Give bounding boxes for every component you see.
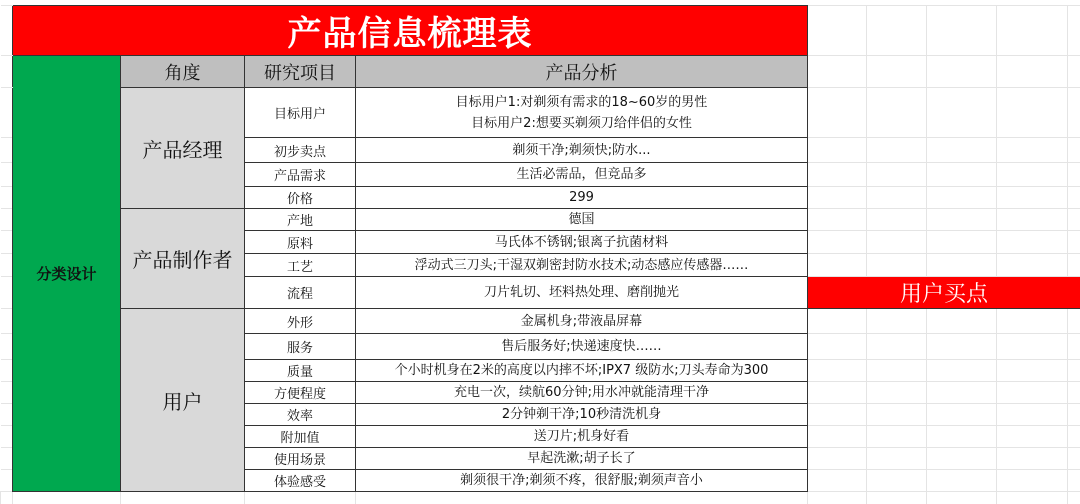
analysis-cell[interactable] bbox=[356, 426, 808, 448]
analysis-cell[interactable] bbox=[356, 470, 808, 492]
research-item-cell[interactable]: 附加值 bbox=[245, 426, 356, 448]
empty-cell[interactable] bbox=[13, 492, 121, 504]
empty-cell[interactable] bbox=[867, 56, 927, 88]
empty-cell[interactable] bbox=[867, 492, 927, 504]
empty-cell[interactable] bbox=[808, 231, 867, 254]
empty-cell[interactable] bbox=[867, 309, 927, 334]
gutter-cell[interactable] bbox=[1, 309, 13, 334]
empty-cell[interactable] bbox=[927, 56, 997, 88]
gutter-cell[interactable] bbox=[1, 138, 13, 163]
empty-cell[interactable] bbox=[808, 334, 867, 360]
empty-cell[interactable] bbox=[245, 492, 356, 504]
analysis-line: 剃须很干净;剃须不疼，很舒服;剃须声音小 bbox=[356, 470, 807, 491]
analysis-cell[interactable] bbox=[356, 360, 808, 382]
empty-cell[interactable] bbox=[927, 492, 997, 504]
header-angle[interactable]: 角度 bbox=[121, 56, 245, 88]
analysis-line: 个小时机身在2米的高度以内摔不坏;IPX7 级防水;刀头寿命为300 bbox=[356, 360, 807, 381]
empty-cell[interactable] bbox=[1068, 492, 1080, 504]
research-item-cell[interactable]: 体验感受 bbox=[245, 470, 356, 492]
analysis-cell[interactable] bbox=[356, 404, 808, 426]
product-info-sheet bbox=[0, 5, 1080, 504]
empty-cell[interactable] bbox=[927, 360, 997, 382]
empty-cell[interactable] bbox=[927, 382, 997, 404]
empty-cell[interactable] bbox=[808, 404, 867, 426]
empty-cell[interactable] bbox=[808, 382, 867, 404]
empty-cell[interactable] bbox=[808, 88, 867, 138]
research-item-cell[interactable]: 目标用户 bbox=[245, 88, 356, 138]
research-item-cell[interactable]: 原料 bbox=[245, 231, 356, 254]
empty-cell[interactable] bbox=[1068, 231, 1080, 254]
empty-cell[interactable] bbox=[997, 163, 1068, 187]
group-cell[interactable]: 用户 bbox=[121, 309, 245, 492]
empty-cell[interactable] bbox=[997, 334, 1068, 360]
gutter-cell[interactable] bbox=[1, 56, 13, 88]
empty-cell[interactable] bbox=[927, 163, 997, 187]
empty-cell[interactable] bbox=[1068, 382, 1080, 404]
gutter-cell[interactable] bbox=[1, 209, 13, 231]
empty-cell[interactable] bbox=[867, 209, 927, 231]
research-item-cell[interactable]: 价格 bbox=[245, 187, 356, 209]
analysis-line: 售后服务好;快递速度快…… bbox=[356, 336, 807, 357]
empty-cell[interactable] bbox=[867, 426, 927, 448]
empty-cell[interactable] bbox=[867, 163, 927, 187]
empty-cell[interactable] bbox=[808, 6, 867, 56]
analysis-cell[interactable] bbox=[356, 448, 808, 470]
research-item-cell[interactable]: 产地 bbox=[245, 209, 356, 231]
empty-cell[interactable] bbox=[1068, 187, 1080, 209]
header-analysis[interactable]: 产品分析 bbox=[356, 56, 808, 88]
research-item-cell[interactable]: 工艺 bbox=[245, 254, 356, 277]
empty-cell[interactable] bbox=[997, 360, 1068, 382]
empty-cell[interactable] bbox=[867, 334, 927, 360]
empty-cell[interactable] bbox=[808, 163, 867, 187]
analysis-line: 剃须干净;剃须快;防水... bbox=[356, 140, 807, 161]
empty-cell[interactable] bbox=[927, 404, 997, 426]
analysis-cell[interactable] bbox=[356, 277, 808, 309]
research-item-cell[interactable]: 产品需求 bbox=[245, 163, 356, 187]
gutter-cell[interactable] bbox=[1, 404, 13, 426]
empty-cell[interactable] bbox=[927, 209, 997, 231]
research-item-cell[interactable]: 流程 bbox=[245, 277, 356, 309]
analysis-line: 刀片轧切、坯料热处理、磨削抛光 bbox=[356, 282, 807, 303]
gutter-cell[interactable] bbox=[1, 426, 13, 448]
research-item-cell[interactable]: 服务 bbox=[245, 334, 356, 360]
empty-cell[interactable] bbox=[1, 492, 13, 504]
empty-cell[interactable] bbox=[808, 309, 867, 334]
table-row bbox=[1, 209, 1080, 231]
empty-cell[interactable] bbox=[997, 448, 1068, 470]
empty-cell[interactable] bbox=[927, 6, 997, 56]
gutter-cell[interactable] bbox=[1, 88, 13, 138]
empty-cell[interactable] bbox=[997, 6, 1068, 56]
empty-cell[interactable] bbox=[356, 492, 808, 504]
empty-cell[interactable] bbox=[997, 254, 1068, 277]
analysis-cell[interactable] bbox=[356, 187, 808, 209]
empty-cell[interactable] bbox=[1068, 470, 1080, 492]
empty-cell[interactable] bbox=[927, 88, 997, 138]
empty-cell[interactable] bbox=[1068, 138, 1080, 163]
analysis-cell[interactable] bbox=[356, 138, 808, 163]
gutter-cell[interactable] bbox=[1, 254, 13, 277]
empty-cell[interactable] bbox=[867, 448, 927, 470]
gutter-cell[interactable] bbox=[1, 163, 13, 187]
empty-cell[interactable] bbox=[997, 492, 1068, 504]
analysis-cell[interactable] bbox=[356, 88, 808, 138]
empty-cell[interactable] bbox=[927, 187, 997, 209]
empty-cell[interactable] bbox=[1068, 309, 1080, 334]
empty-cell[interactable] bbox=[867, 254, 927, 277]
empty-cell[interactable] bbox=[927, 254, 997, 277]
empty-cell[interactable] bbox=[1068, 426, 1080, 448]
empty-cell[interactable] bbox=[997, 309, 1068, 334]
empty-cell[interactable] bbox=[1068, 209, 1080, 231]
empty-cell[interactable] bbox=[1068, 448, 1080, 470]
category-cell[interactable]: 分类设计 bbox=[13, 56, 121, 492]
analysis-line: 早起洗漱;胡子长了 bbox=[356, 448, 807, 469]
empty-cell[interactable] bbox=[808, 56, 867, 88]
empty-cell[interactable] bbox=[808, 187, 867, 209]
analysis-line: 送刀片;机身好看 bbox=[356, 426, 807, 447]
research-item-cell[interactable]: 使用场景 bbox=[245, 448, 356, 470]
analysis-cell[interactable] bbox=[356, 382, 808, 404]
empty-cell[interactable] bbox=[997, 231, 1068, 254]
analysis-line: 目标用户2:想要买剃须刀给伴侣的女性 bbox=[356, 113, 807, 134]
empty-cell[interactable] bbox=[1068, 163, 1080, 187]
research-item-cell[interactable]: 初步卖点 bbox=[245, 138, 356, 163]
empty-cell[interactable] bbox=[808, 492, 867, 504]
empty-cell[interactable] bbox=[808, 254, 867, 277]
empty-cell[interactable] bbox=[997, 56, 1068, 88]
analysis-cell[interactable] bbox=[356, 231, 808, 254]
empty-cell[interactable] bbox=[927, 448, 997, 470]
analysis-line: 299 bbox=[356, 187, 807, 208]
gutter-cell[interactable] bbox=[1, 187, 13, 209]
empty-cell[interactable] bbox=[997, 404, 1068, 426]
analysis-cell[interactable] bbox=[356, 309, 808, 334]
research-item-cell[interactable]: 方便程度 bbox=[245, 382, 356, 404]
analysis-line: 目标用户1:对剃须有需求的18~60岁的男性 bbox=[356, 92, 807, 113]
empty-cell[interactable] bbox=[867, 88, 927, 138]
empty-cell[interactable] bbox=[1068, 254, 1080, 277]
empty-cell[interactable] bbox=[1068, 6, 1080, 56]
empty-cell[interactable] bbox=[997, 426, 1068, 448]
gutter-cell[interactable] bbox=[1, 231, 13, 254]
gutter-cell[interactable] bbox=[1, 360, 13, 382]
empty-cell[interactable] bbox=[997, 470, 1068, 492]
empty-cell[interactable] bbox=[867, 138, 927, 163]
analysis-cell[interactable] bbox=[356, 254, 808, 277]
empty-cell[interactable] bbox=[927, 426, 997, 448]
empty-cell[interactable] bbox=[867, 382, 927, 404]
header-item[interactable]: 研究项目 bbox=[245, 56, 356, 88]
analysis-line: 生活必需品，但竞品多 bbox=[356, 164, 807, 185]
empty-cell[interactable] bbox=[1068, 360, 1080, 382]
analysis-cell[interactable] bbox=[356, 209, 808, 231]
empty-cell[interactable] bbox=[1068, 88, 1080, 138]
empty-cell[interactable] bbox=[867, 231, 927, 254]
analysis-line: 德国 bbox=[356, 209, 807, 230]
gutter-cell[interactable] bbox=[1, 277, 13, 309]
empty-cell[interactable] bbox=[1068, 334, 1080, 360]
research-item-cell[interactable]: 效率 bbox=[245, 404, 356, 426]
gutter-cell[interactable] bbox=[1, 6, 13, 56]
empty-cell[interactable] bbox=[808, 426, 867, 448]
empty-cell[interactable] bbox=[927, 138, 997, 163]
empty-cell[interactable] bbox=[1068, 56, 1080, 88]
analysis-line: 充电一次，续航60分钟;用水冲就能清理干净 bbox=[356, 382, 807, 403]
empty-cell[interactable] bbox=[1068, 404, 1080, 426]
empty-cell[interactable] bbox=[867, 404, 927, 426]
empty-cell[interactable] bbox=[808, 448, 867, 470]
empty-cell[interactable] bbox=[867, 187, 927, 209]
analysis-line: 2分钟剃干净;10秒清洗机身 bbox=[356, 404, 807, 425]
empty-cell[interactable] bbox=[927, 309, 997, 334]
gutter-cell[interactable] bbox=[1, 470, 13, 492]
empty-cell[interactable] bbox=[808, 138, 867, 163]
group-cell[interactable]: 产品经理 bbox=[121, 88, 245, 209]
research-item-cell[interactable]: 外形 bbox=[245, 309, 356, 334]
empty-cell[interactable] bbox=[997, 209, 1068, 231]
empty-cell[interactable] bbox=[997, 138, 1068, 163]
analysis-cell[interactable] bbox=[356, 163, 808, 187]
empty-cell[interactable] bbox=[808, 470, 867, 492]
empty-cell[interactable] bbox=[997, 88, 1068, 138]
analysis-line: 马氏体不锈钢;银离子抗菌材料 bbox=[356, 232, 807, 253]
empty-cell[interactable] bbox=[867, 6, 927, 56]
empty-cell[interactable] bbox=[927, 231, 997, 254]
empty-cell[interactable] bbox=[121, 492, 245, 504]
empty-cell[interactable] bbox=[808, 360, 867, 382]
analysis-line: 浮动式三刀头;干湿双剃密封防水技术;动态感应传感器…… bbox=[356, 255, 807, 276]
sheet-title[interactable]: 产品信息梳理表 bbox=[13, 6, 808, 56]
gutter-cell[interactable] bbox=[1, 334, 13, 360]
empty-cell[interactable] bbox=[927, 334, 997, 360]
table-row bbox=[1, 309, 1080, 334]
group-cell[interactable]: 产品制作者 bbox=[121, 209, 245, 309]
empty-cell[interactable] bbox=[867, 470, 927, 492]
analysis-line: 金属机身;带液晶屏幕 bbox=[356, 311, 807, 332]
user-selling-point-cell[interactable]: 用户买点 bbox=[808, 277, 1080, 309]
gutter-cell[interactable] bbox=[1, 382, 13, 404]
gutter-cell[interactable] bbox=[1, 448, 13, 470]
research-item-cell[interactable]: 质量 bbox=[245, 360, 356, 382]
empty-cell[interactable] bbox=[997, 382, 1068, 404]
analysis-cell[interactable] bbox=[356, 334, 808, 360]
empty-cell[interactable] bbox=[808, 209, 867, 231]
table-row bbox=[1, 88, 1080, 138]
empty-cell[interactable] bbox=[867, 360, 927, 382]
empty-cell[interactable] bbox=[927, 470, 997, 492]
empty-cell[interactable] bbox=[997, 187, 1068, 209]
